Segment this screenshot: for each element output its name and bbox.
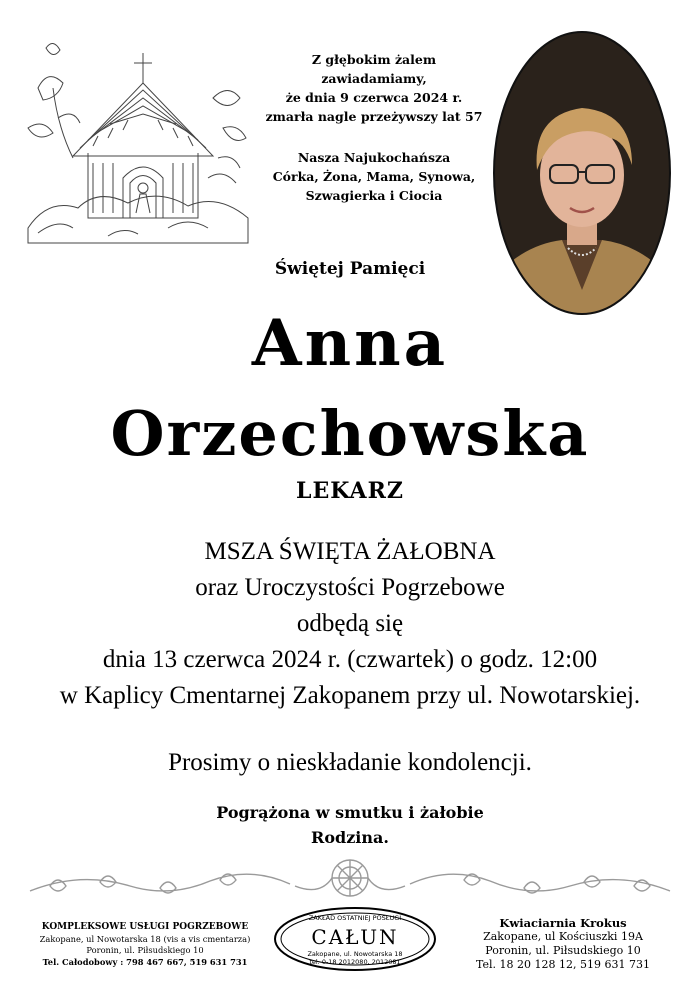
mass-line-2: oraz Uroczystości Pogrzebowe [195,574,505,601]
family-line-1: Pogrążona w smutku i żałobie [216,803,484,822]
intro-text [258,50,490,205]
funeral-services-heading: KOMPLEKSOWE USŁUGI POGRZEBOWE [41,922,249,932]
intro-line-1: Z głębokim żalem zawiadamiamy, [311,52,437,86]
relation-line-2: Córka, Żona, Mama, Synowa, [272,169,476,184]
logo-top-text: ZAKŁAD OSTATNIEJ POSŁUGI [308,914,402,922]
decorative-ornament [20,856,680,906]
portrait-photo [492,30,672,316]
condolences-request: Prosimy o nieskładanie kondolencji. [168,749,532,776]
mass-line-4: dnia 13 czerwca 2024 r. (czwartek) o godz. 12:00 [102,646,598,673]
memory-heading: Świętej Pamięci [274,259,426,279]
florist-heading: Kwiaciarnia Krokus [499,916,627,930]
last-name: Orzechowska [110,397,590,470]
family-line-2: Rodzina. [311,828,389,847]
logo-address: Zakopane, ul. Nowotarska 18 [307,950,403,958]
florist-address-1: Zakopane, ul Kościuszki 19A [483,930,643,943]
florist-phone: Tel. 18 20 128 12, 519 631 731 [476,958,650,971]
funeral-services-address-2: Poronin, ul. Piłsudskiego 10 [86,945,204,955]
funeral-services-info [14,922,276,968]
calun-logo [272,906,438,972]
mass-line-1: MSZA ŚWIĘTA ŻAŁOBNA [204,538,496,565]
profession: LEKARZ [296,478,404,504]
mass-line-3: odbędą się [296,610,404,637]
florist-info [440,916,686,972]
mass-info [0,534,700,714]
first-name: Anna [251,306,449,381]
intro-line-2: że dnia 9 czerwca 2024 r. [285,90,463,105]
relation-line-3: Szwagierka i Ciocia [305,188,443,203]
logo-name: CAŁUN [311,925,399,949]
florist-address-2: Poronin, ul. Piłsudskiego 10 [485,944,641,957]
logo-phone: tel. 0-18 2012080, 2012081 [309,958,401,966]
relation-line-1: Nasza Najukochańsza [297,150,451,165]
intro-line-3: zmarła nagle przeżywszy lat 57 [265,109,483,124]
chapel-sketch [18,28,258,253]
funeral-services-phone: Tel. Całodobowy : 798 467 667, 519 631 731 [42,956,248,967]
funeral-services-address-1: Zakopane, ul Nowotarska 18 (vis a vis cmentarza) [39,933,251,944]
family-signature [0,800,700,850]
mass-line-5: w Kaplicy Cmentarnej Zakopanem przy ul. Nowotarskiej. [59,682,641,709]
